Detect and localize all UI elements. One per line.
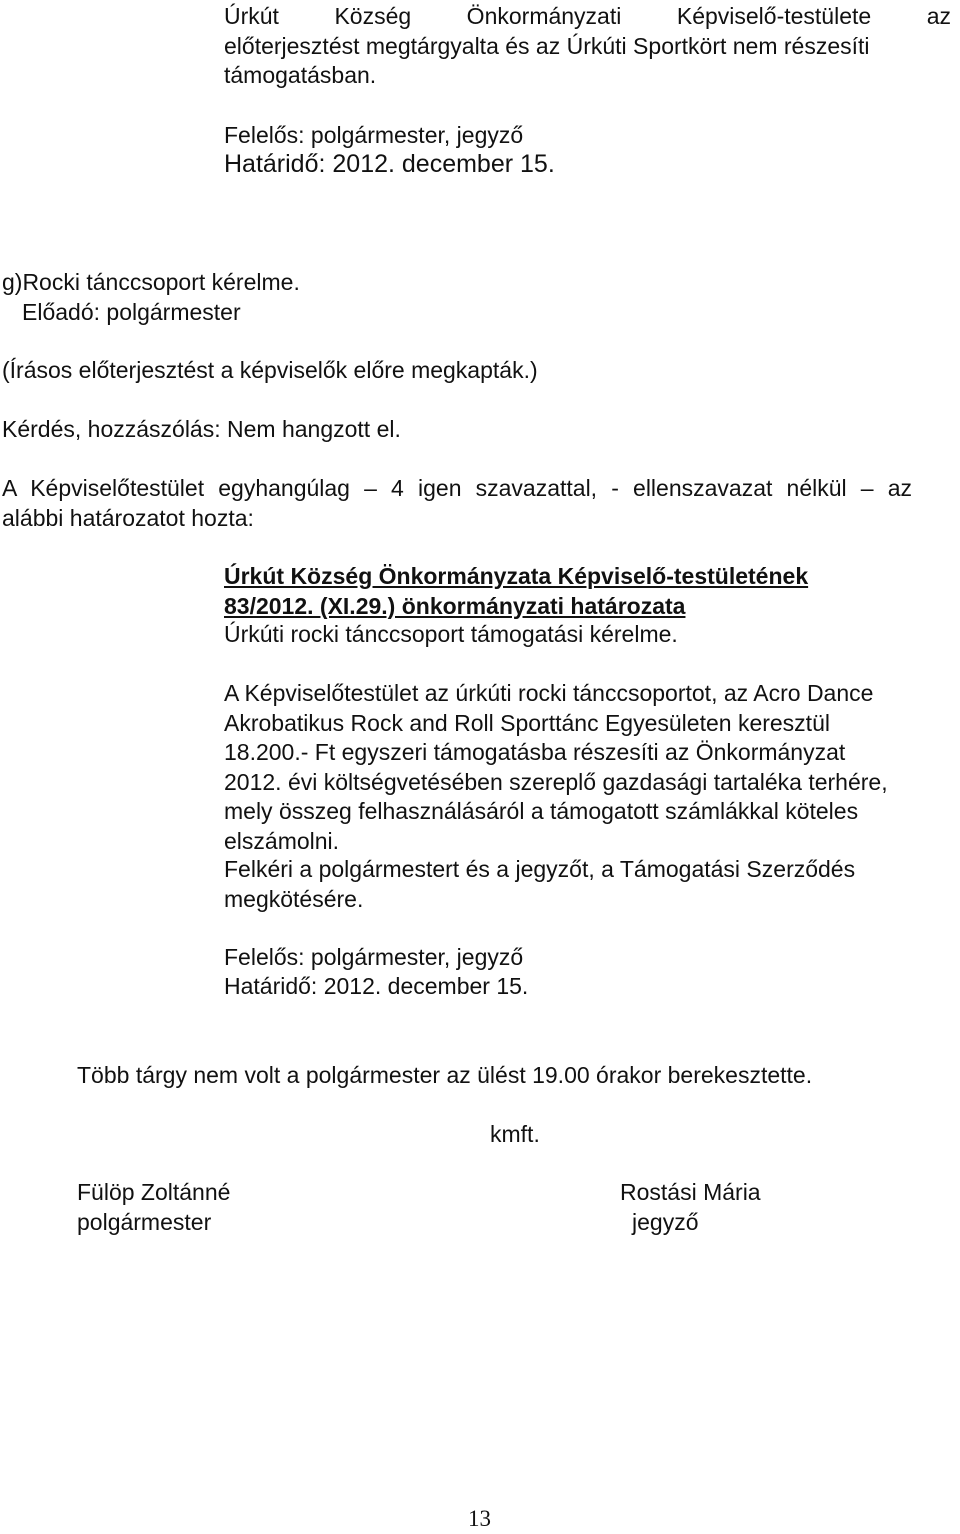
signature-left-title: polgármester (77, 1208, 212, 1235)
item-g-vote (2, 474, 912, 533)
resolution-title (224, 562, 808, 621)
vote-line-1: A Képviselőtestület egyhangúlag – 4 igen szavazattal, - ellenszavazat nélkül – az (2, 475, 912, 501)
item-g-questions: Kérdés, hozzászólás: Nem hangzott el. (2, 416, 401, 442)
resolution-title-line-2: 83/2012. (XI.29.) önkormányzati határozata (224, 592, 686, 619)
resolution-body-line-4: 2012. évi költségvetésében szereplő gazdasági tartaléka terhére, (224, 768, 888, 795)
top-deadline: Határidő: 2012. december 15. (224, 150, 555, 178)
item-g-presenter: Előadó: polgármester (22, 299, 241, 325)
item-g-heading: g)Rocki tánccsoport kérelme. (2, 269, 300, 295)
signature-right-name: Rostási Mária (620, 1179, 761, 1205)
resolution-request-line-1: Felkéri a polgármestert és a jegyzőt, a Támogatási Szerződés (224, 856, 856, 882)
signature-left (77, 1178, 230, 1237)
resolution-body-line-2: Akrobatikus Rock and Roll Sporttánc Egyesületen keresztül (224, 709, 830, 736)
resolution-body-line-6: elszámolni. (224, 827, 340, 854)
resolution-deadline: Határidő: 2012. december 15. (224, 973, 529, 999)
kmft-text: kmft. (490, 1121, 540, 1147)
resolution-body-line-5: mely összeg felhasználásáról a támogatott számlákkal köteles (224, 798, 859, 824)
resolution-body-line-3: 18.200.- Ft egyszeri támogatásba részesíti az Önkormányzat (224, 739, 846, 765)
resolution-subject: Úrkúti rocki tánccsoport támogatási kérelme. (224, 621, 678, 647)
item-g-note: (Írásos előterjesztést a képviselők előre megkapták.) (2, 357, 538, 383)
top-line-2: előterjesztést megtárgyalta és az Úrkúti Sportkört nem részesíti (224, 32, 870, 59)
signature-right-title: jegyző (632, 1208, 699, 1235)
signature-right (620, 1178, 761, 1237)
resolution-request (224, 855, 855, 914)
resolution-body (224, 679, 888, 856)
resolution-responsible: Felelős: polgármester, jegyző (224, 944, 524, 970)
page-number: 13 (468, 1506, 491, 1531)
top-line-1: Úrkút Község Önkormányzati Képviselő-testülete az (224, 3, 951, 29)
resolution-title-line-1: Úrkút Község Önkormányzata Képviselő-testületének (224, 563, 809, 589)
signature-left-name: Fülöp Zoltánné (77, 1179, 231, 1205)
top-responsible: Felelős: polgármester, jegyző (224, 122, 524, 148)
resolution-body-line-1: A Képviselőtestület az úrkúti rocki tánccsoportot, az Acro Dance (224, 680, 874, 706)
top-paragraph (224, 2, 951, 91)
vote-line-2: alábbi határozatot hozta: (2, 504, 254, 531)
closing-text: Több tárgy nem volt a polgármester az ülést 19.00 órakor berekesztette. (77, 1062, 813, 1088)
resolution-request-line-2: megkötésére. (224, 885, 364, 912)
top-line-3: támogatásban. (224, 62, 377, 88)
